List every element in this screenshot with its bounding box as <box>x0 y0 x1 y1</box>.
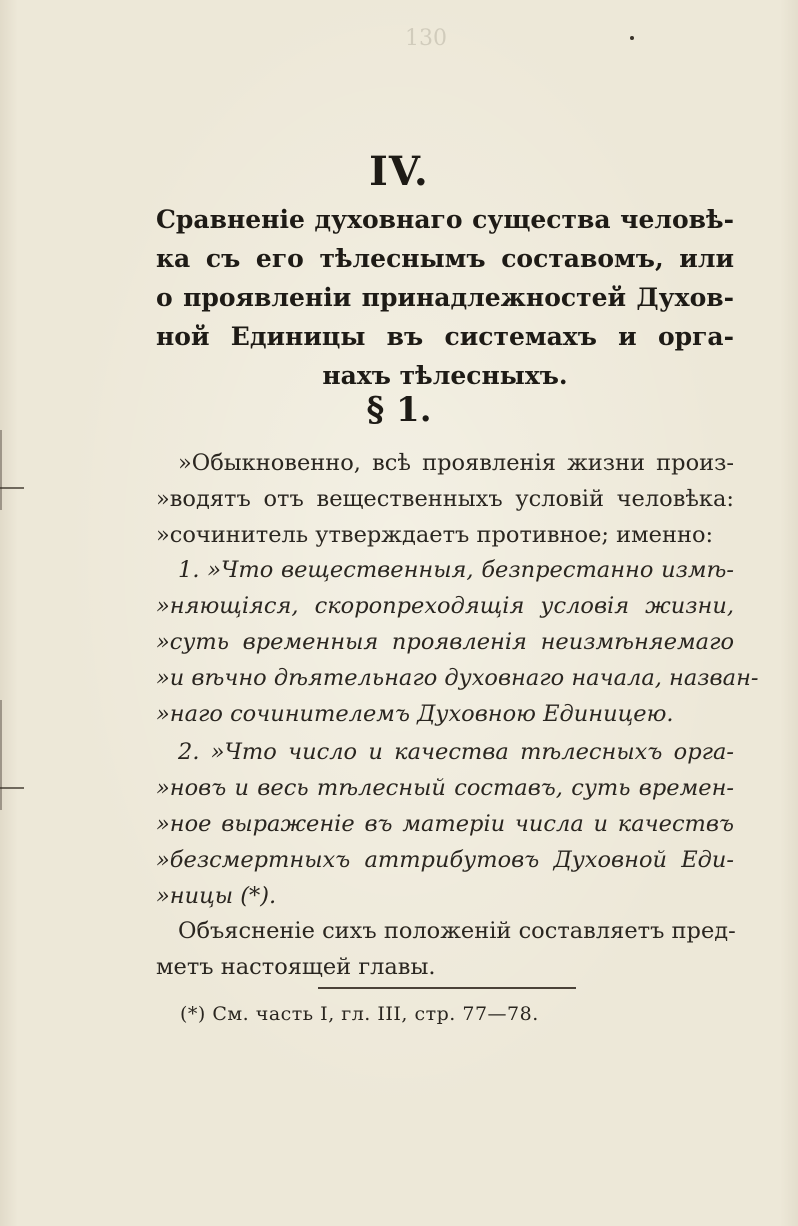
title-line: Сравненіе духовнаго существа человѣ- <box>156 205 734 234</box>
text-line: »сочинитель утверждаетъ противное; именно: <box>156 522 714 548</box>
left-edge-shadow <box>0 700 2 810</box>
page-number-ghost: 130 <box>405 26 447 51</box>
text-line: »ное выраженіе въ матеріи числа и качествъ <box>156 811 734 837</box>
margin-tick-mark <box>0 787 24 789</box>
text-line: Объясненіе сихъ положеній составляетъ пред- <box>178 918 736 944</box>
text-line: »и вѣчно дѣятельнаго духовнаго начала, назван- <box>156 665 759 691</box>
title-line: ка съ его тѣлеснымъ составомъ, или <box>156 244 734 273</box>
text-line: »наго сочинителемъ Духовною Единицею. <box>156 701 674 727</box>
numbered-item-2 <box>156 734 734 914</box>
text-line: 2. »Что число и качества тѣлесныхъ орга- <box>178 739 734 765</box>
intro-paragraph <box>156 445 734 553</box>
chapter-title <box>156 200 734 395</box>
numbered-item-1 <box>156 552 759 732</box>
title-line: нахъ тѣлесныхъ. <box>322 361 568 390</box>
footnote-divider <box>318 987 576 989</box>
title-line: о проявленіи принадлежностей Духов- <box>156 283 734 312</box>
text-line: »суть временныя проявленія неизмѣняемаго <box>156 629 734 655</box>
text-line: »няющіяся, скоропреходящія условія жизни, <box>156 593 734 619</box>
text-line: »Обыкновенно, всѣ проявленія жизни произ- <box>178 450 734 476</box>
text-line: 1. »Что вещественныя, безпрестанно измѣ- <box>178 557 734 583</box>
footnote: (*) См. часть I, гл. III, стр. 77—78. <box>180 1003 539 1025</box>
text-line: »безсмертныхъ аттрибутовъ Духовной Еди- <box>156 847 734 873</box>
chapter-number: IV. <box>369 148 429 195</box>
ink-dot <box>630 36 634 40</box>
title-line: ной Единицы въ системахъ и орга- <box>156 322 734 351</box>
text-line: метъ настоящей главы. <box>156 954 436 980</box>
text-line: »новъ и весь тѣлесный составъ, суть времен- <box>156 775 734 801</box>
margin-tick-mark <box>0 487 24 489</box>
section-mark: § 1. <box>366 390 432 430</box>
text-line: »водятъ отъ вещественныхъ условій человѣка: <box>156 486 734 512</box>
text-line: »ницы (*). <box>156 883 277 909</box>
closing-paragraph <box>156 913 734 985</box>
left-edge-shadow <box>0 430 2 510</box>
